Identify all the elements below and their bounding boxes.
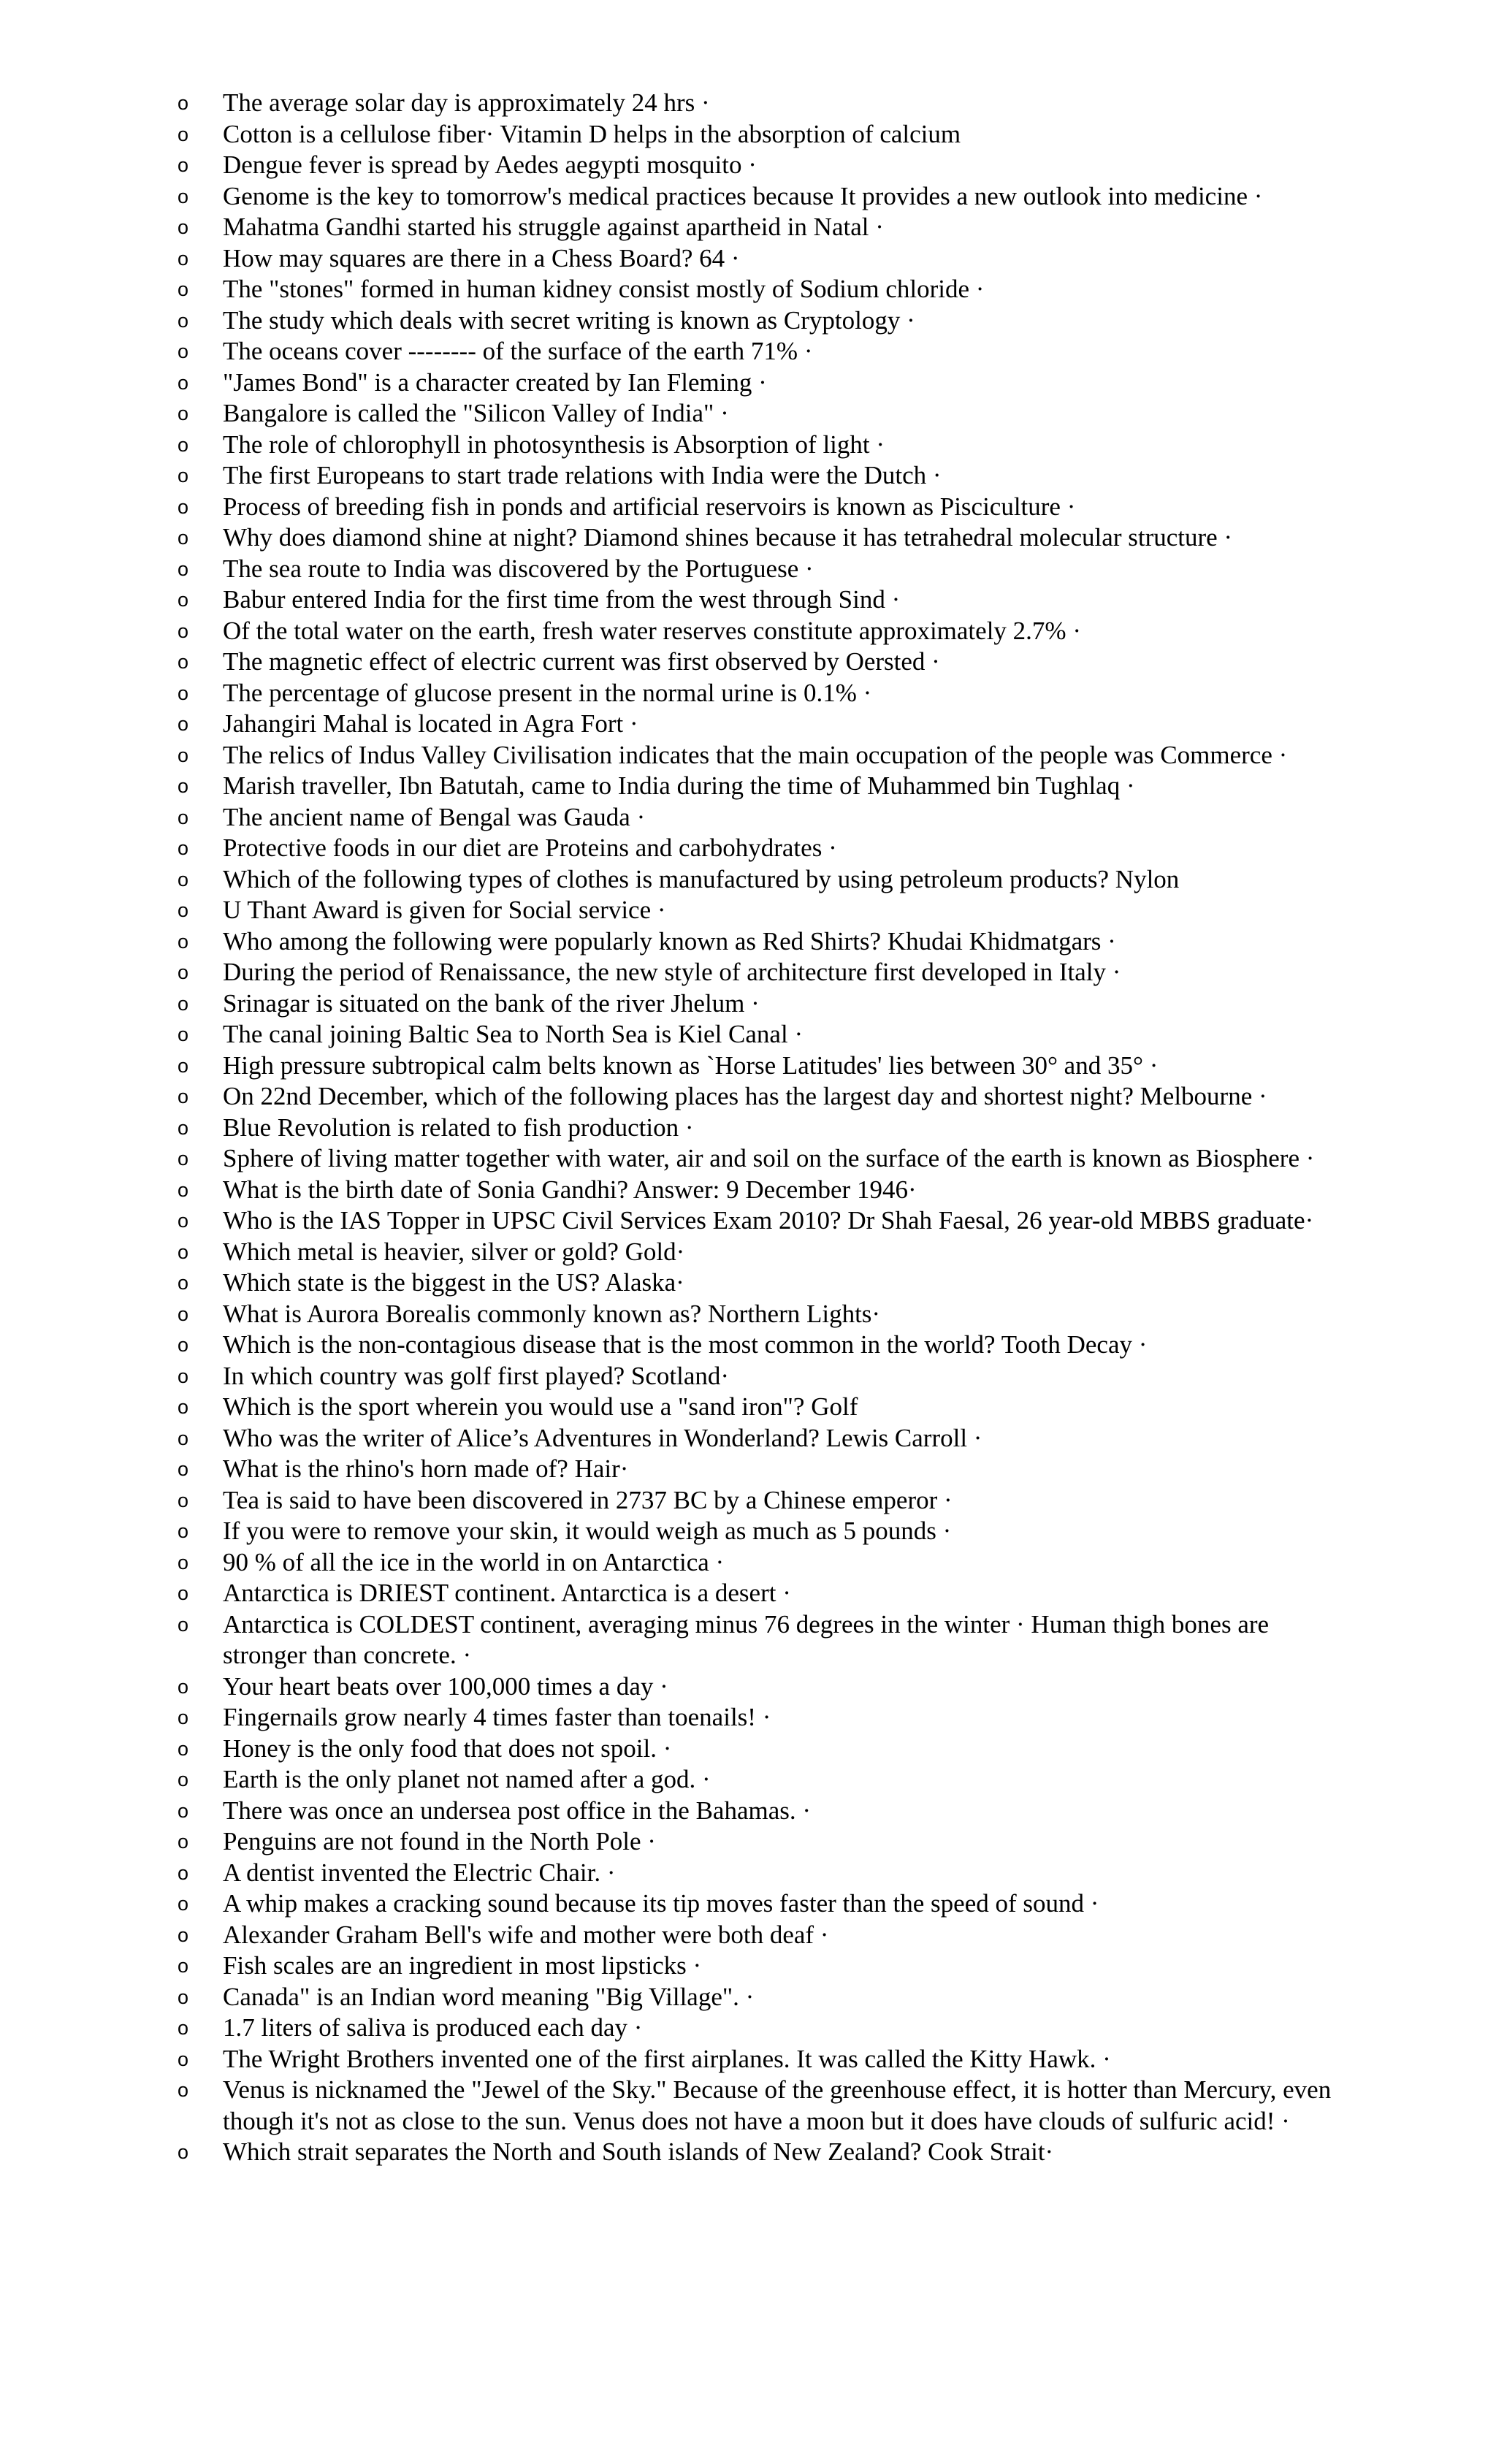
fact-text: What is the rhino's horn made of? Hair· <box>223 1454 629 1483</box>
list-item <box>178 1392 1339 1423</box>
fact-text: The "stones" formed in human kidney consist mostly of Sodium chloride · <box>223 275 985 303</box>
bullet-icon: o <box>178 557 189 580</box>
list-item <box>178 1485 1339 1517</box>
list-item <box>178 492 1339 523</box>
bullet-icon: o <box>178 651 189 673</box>
fact-text: Honey is the only food that does not spoil. · <box>223 1733 672 1763</box>
bullet-icon: o <box>178 1582 189 1604</box>
fact-text: 1.7 liters of saliva is produced each day · <box>223 2013 643 2042</box>
bullet-icon: o <box>178 1023 189 1045</box>
list-item <box>178 1858 1339 1889</box>
list-item <box>178 1019 1339 1050</box>
fact-text: The percentage of glucose present in the normal urine is 0.1% · <box>223 678 872 707</box>
fact-text: The relics of Indus Valley Civilisation indicates that the main occupation of the people was Commerce · <box>223 740 1288 769</box>
bullet-icon: o <box>178 216 189 238</box>
bullet-icon: o <box>178 495 189 518</box>
fact-text: Which is the sport wherein you would use a "sand iron"? Golf <box>223 1392 858 1421</box>
list-item <box>178 2044 1339 2075</box>
list-item <box>178 336 1339 367</box>
list-item <box>178 1733 1339 1765</box>
list-item <box>178 1081 1339 1113</box>
list-item <box>178 554 1339 585</box>
fact-text: Mahatma Gandhi started his struggle against apartheid in Natal · <box>223 213 884 241</box>
list-item <box>178 305 1339 337</box>
bullet-icon: o <box>178 527 189 549</box>
fact-text: High pressure subtropical calm belts known as `Horse Latitudes' lies between 30° and 35° · <box>223 1050 1159 1080</box>
bullet-icon: o <box>178 1613 189 1636</box>
fact-text: What is the birth date of Sonia Gandhi? Answer: 9 December 1946· <box>223 1175 917 1204</box>
bullet-icon: o <box>178 1861 189 1884</box>
list-item <box>178 1454 1339 1485</box>
bullet-icon: o <box>178 837 189 859</box>
bullet-icon: o <box>178 1551 189 1574</box>
fact-text: The average solar day is approximately 24 hrs · <box>223 88 710 117</box>
list-item <box>178 1267 1339 1299</box>
list-item <box>178 988 1339 1020</box>
list-item <box>178 1330 1339 1361</box>
list-item <box>178 1920 1339 1951</box>
bullet-icon: o <box>178 1086 189 1107</box>
fact-text: Alexander Graham Bell's wife and mother were both deaf · <box>223 1920 829 1949</box>
fact-text: The role of chlorophyll in photosynthesis is Absorption of light · <box>223 430 885 459</box>
fact-text: Canada" is an Indian word meaning "Big Village". · <box>223 1982 755 2011</box>
bullet-icon: o <box>178 2141 189 2163</box>
list-item <box>178 833 1339 864</box>
fact-text: Sphere of living matter together with water, air and soil on the surface of the earth is known as Biosphere · <box>223 1144 1315 1172</box>
fact-text: Why does diamond shine at night? Diamond shines because it has tetrahedral molecular structure · <box>223 523 1233 552</box>
list-item <box>178 1950 1339 1982</box>
list-item <box>178 430 1339 461</box>
fact-text: A dentist invented the Electric Chair. · <box>223 1858 616 1887</box>
bullet-icon: o <box>178 868 189 890</box>
list-item <box>178 1237 1339 1268</box>
list-item <box>178 1578 1339 1609</box>
list-item <box>178 1113 1339 1144</box>
fact-text: Bangalore is called the "Silicon Valley of India" · <box>223 399 729 427</box>
list-item <box>178 274 1339 305</box>
list-item <box>178 1671 1339 1703</box>
bullet-icon: o <box>178 1675 189 1698</box>
fact-text: The ancient name of Bengal was Gauda · <box>223 802 646 831</box>
bullet-icon: o <box>178 713 189 735</box>
bullet-icon: o <box>178 1116 189 1139</box>
list-item <box>178 2075 1339 2137</box>
list-item <box>178 1796 1339 1827</box>
list-item <box>178 2013 1339 2044</box>
fact-text: Earth is the only planet not named after a god. · <box>223 1765 711 1793</box>
fact-text: Your heart beats over 100,000 times a day · <box>223 1671 668 1701</box>
bullet-icon: o <box>178 123 189 145</box>
fact-text: Which of the following types of clothes is manufactured by using petroleum products? Nylon <box>223 864 1180 893</box>
list-item <box>178 398 1339 430</box>
list-item <box>178 460 1339 492</box>
fact-text: Jahangiri Mahal is located in Agra Fort · <box>223 709 638 738</box>
fact-text: Which strait separates the North and South islands of New Zealand? Cook Strait· <box>223 2137 1054 2166</box>
fact-text: Protective foods in our diet are Proteins and carbohydrates · <box>223 834 837 862</box>
fact-text: What is Aurora Borealis commonly known as? Northern Lights· <box>223 1299 881 1328</box>
list-item <box>178 584 1339 616</box>
list-item <box>178 678 1339 709</box>
list-item <box>178 1175 1339 1206</box>
fact-text: 90 % of all the ice in the world in on Antarctica · <box>223 1547 725 1576</box>
fact-text: The Wright Brothers invented one of the first airplanes. It was called the Kitty Hawk. · <box>223 2044 1111 2073</box>
fact-text: Fish scales are an ingredient in most lipsticks · <box>223 1951 702 1980</box>
fact-text: In which country was golf first played? Scotland· <box>223 1361 730 1390</box>
fact-text: Tea is said to have been discovered in 2737 BC by a Chinese emperor · <box>223 1485 953 1514</box>
bullet-icon: o <box>178 589 189 611</box>
bullet-icon: o <box>178 1210 189 1232</box>
list-item <box>178 1764 1339 1796</box>
list-item <box>178 522 1339 554</box>
bullet-icon: o <box>178 744 189 766</box>
bullet-icon: o <box>178 92 189 114</box>
bullet-icon: o <box>178 1769 189 1790</box>
fact-text: If you were to remove your skin, it would weigh as much as 5 pounds · <box>223 1517 952 1545</box>
fact-text: Venus is nicknamed the "Jewel of the Sky." Because of the greenhouse effect, it is hotter than Mercury, even though it's not as close to the sun. Venus does not have a moon but it does have clouds of sulfuric acid! · <box>223 2075 1332 2135</box>
fact-text: On 22nd December, which of the following places has the largest day and shortest night? Melbourne · <box>223 1082 1267 1110</box>
bullet-icon: o <box>178 1240 189 1263</box>
bullet-icon: o <box>178 1489 189 1511</box>
bullet-icon: o <box>178 185 189 207</box>
list-item <box>178 1888 1339 1920</box>
bullet-icon: o <box>178 278 189 300</box>
fact-text: There was once an undersea post office in the Bahamas. · <box>223 1796 812 1825</box>
fact-text: Of the total water on the earth, fresh water reserves constitute approximately 2.7% · <box>223 616 1081 645</box>
bullet-icon: o <box>178 1955 189 1977</box>
fact-text: Who is the IAS Topper in UPSC Civil Services Exam 2010? Dr Shah Faesal, 26 year-old MBBS graduate· <box>223 1206 1314 1235</box>
bullet-icon: o <box>178 775 189 797</box>
bullet-icon: o <box>178 1737 189 1760</box>
list-item <box>178 771 1339 802</box>
list-item <box>178 1423 1339 1454</box>
list-item <box>178 367 1339 399</box>
bullet-icon: o <box>178 1986 189 2008</box>
list-item <box>178 1547 1339 1579</box>
list-item <box>178 864 1339 896</box>
bullet-icon: o <box>178 1054 189 1077</box>
fact-text: The canal joining Baltic Sea to North Sea is Kiel Canal · <box>223 1020 804 1048</box>
list-item <box>178 88 1339 119</box>
fact-list <box>178 88 1339 2168</box>
list-item <box>178 646 1339 678</box>
bullet-icon: o <box>178 992 189 1015</box>
list-item <box>178 1609 1339 1671</box>
fact-text: Who was the writer of Alice’s Adventures in Wonderland? Lewis Carroll · <box>223 1423 982 1452</box>
bullet-icon: o <box>178 403 189 424</box>
list-item <box>178 616 1339 647</box>
fact-text: Process of breeding fish in ponds and artificial reservoirs is known as Pisciculture · <box>223 492 1076 521</box>
fact-text: Srinagar is situated on the bank of the river Jhelum · <box>223 988 760 1018</box>
fact-text: The sea route to India was discovered by the Portuguese · <box>223 554 814 583</box>
fact-text: Babur entered India for the first time from the west through Sind · <box>223 585 901 614</box>
fact-text: Which state is the biggest in the US? Alaska· <box>223 1268 684 1297</box>
list-item <box>178 1702 1339 1733</box>
bullet-icon: o <box>178 340 189 362</box>
fact-text: The first Europeans to start trade relations with India were the Dutch · <box>223 461 942 489</box>
list-item <box>178 2137 1339 2168</box>
bullet-icon: o <box>178 1334 189 1356</box>
bullet-icon: o <box>178 619 189 642</box>
fact-text: Marish traveller, Ibn Batutah, came to India during the time of Muhammed bin Tughlaq · <box>223 771 1135 800</box>
bullet-icon: o <box>178 433 189 456</box>
bullet-icon: o <box>178 899 189 921</box>
list-item <box>178 150 1339 181</box>
fact-text: How may squares are there in a Chess Board? 64 · <box>223 243 740 272</box>
list-item <box>178 1982 1339 2013</box>
fact-text: U Thant Award is given for Social service · <box>223 896 666 924</box>
list-item <box>178 119 1339 150</box>
fact-text: Antarctica is DRIEST continent. Antarctica is a desert · <box>223 1579 791 1607</box>
list-item <box>178 212 1339 243</box>
bullet-icon: o <box>178 154 189 176</box>
fact-text: The oceans cover -------- of the surface of the earth 71% · <box>223 337 813 365</box>
bullet-icon: o <box>178 465 189 487</box>
bullet-icon: o <box>178 1458 189 1480</box>
bullet-icon: o <box>178 1520 189 1542</box>
fact-text: Cotton is a cellulose fiber· Vitamin D helps in the absorption of calcium <box>223 119 961 148</box>
list-item <box>178 1361 1339 1392</box>
bullet-icon: o <box>178 1923 189 1946</box>
fact-text: "James Bond" is a character created by Ian Fleming · <box>223 367 767 397</box>
fact-text: Penguins are not found in the North Pole · <box>223 1827 656 1855</box>
bullet-icon: o <box>178 1706 189 1728</box>
bullet-icon: o <box>178 2017 189 2039</box>
bullet-icon: o <box>178 247 189 270</box>
bullet-icon: o <box>178 1427 189 1449</box>
fact-text: Which is the non-contagious disease that is the most common in the world? Tooth Decay · <box>223 1330 1148 1359</box>
bullet-icon: o <box>178 1272 189 1294</box>
fact-text: Which metal is heavier, silver or gold? Gold· <box>223 1237 685 1266</box>
list-item <box>178 181 1339 213</box>
list-item <box>178 709 1339 740</box>
list-item <box>178 926 1339 958</box>
list-item <box>178 1205 1339 1237</box>
list-item <box>178 802 1339 834</box>
bullet-icon: o <box>178 806 189 828</box>
fact-text: Fingernails grow nearly 4 times faster than toenails! · <box>223 1703 771 1731</box>
bullet-icon: o <box>178 1148 189 1170</box>
bullet-icon: o <box>178 930 189 953</box>
list-item <box>178 740 1339 771</box>
fact-text: The study which deals with secret writing is known as Cryptology · <box>223 305 915 335</box>
list-item <box>178 957 1339 988</box>
bullet-icon: o <box>178 1396 189 1418</box>
bullet-icon: o <box>178 1831 189 1853</box>
list-item <box>178 1516 1339 1547</box>
list-item <box>178 895 1339 926</box>
list-item <box>178 243 1339 275</box>
bullet-icon: o <box>178 2048 189 2070</box>
bullet-icon: o <box>178 1893 189 1915</box>
fact-text: A whip makes a cracking sound because its tip moves faster than the speed of sound · <box>223 1889 1099 1918</box>
bullet-icon: o <box>178 2079 189 2101</box>
fact-text: The magnetic effect of electric current was first observed by Oersted · <box>223 647 940 676</box>
fact-text: During the period of Renaissance, the new style of architecture first developed in Italy · <box>223 958 1121 986</box>
bullet-icon: o <box>178 961 189 983</box>
fact-text: Dengue fever is spread by Aedes aegypti mosquito · <box>223 150 757 179</box>
bullet-icon: o <box>178 1799 189 1822</box>
fact-text: Antarctica is COLDEST continent, averaging minus 76 degrees in the winter · Human thigh bones are stronger than concrete. · <box>223 1609 1270 1669</box>
fact-text: Genome is the key to tomorrow's medical practices because It provides a new outlook into medicine · <box>223 181 1263 210</box>
bullet-icon: o <box>178 682 189 704</box>
list-item <box>178 1299 1339 1330</box>
bullet-icon: o <box>178 1302 189 1325</box>
bullet-icon: o <box>178 1365 189 1387</box>
bullet-icon: o <box>178 1178 189 1201</box>
list-item <box>178 1143 1339 1175</box>
list-item <box>178 1050 1339 1082</box>
fact-text: Who among the following were popularly known as Red Shirts? Khudai Khidmatgars · <box>223 926 1116 956</box>
list-item <box>178 1826 1339 1858</box>
bullet-icon: o <box>178 309 189 332</box>
fact-text: Blue Revolution is related to fish production · <box>223 1113 694 1142</box>
bullet-icon: o <box>178 371 189 394</box>
